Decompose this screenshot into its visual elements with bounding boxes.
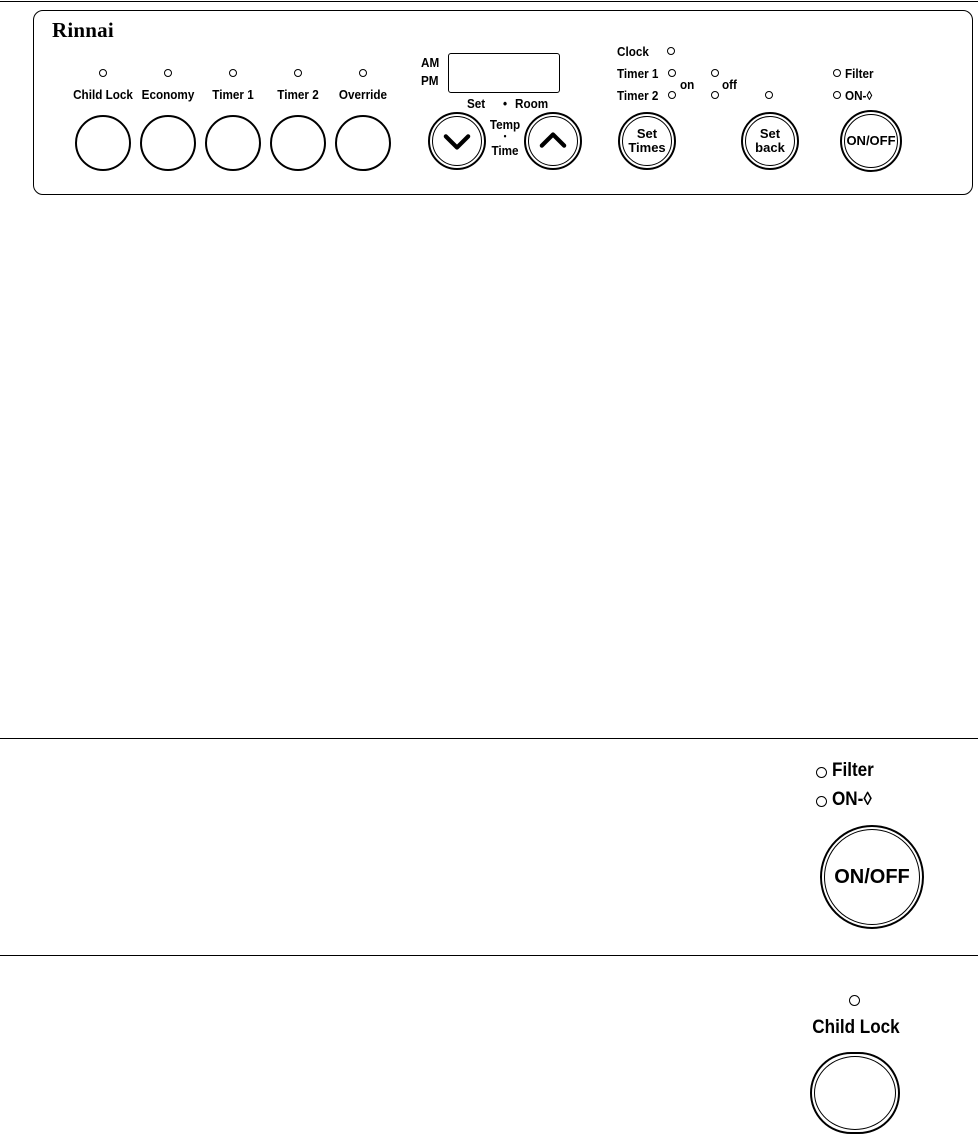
section-rule-2 xyxy=(0,955,978,956)
off-label: off xyxy=(722,77,737,92)
detail-filter-label: Filter xyxy=(832,760,874,781)
down-button[interactable] xyxy=(428,112,486,170)
up-button[interactable] xyxy=(524,112,582,170)
set-times-line2: Times xyxy=(628,140,666,155)
child-lock-button[interactable] xyxy=(75,115,131,171)
on-label: on xyxy=(680,77,695,92)
down-arrow-icon xyxy=(430,114,484,168)
override-button[interactable] xyxy=(335,115,391,171)
on-off-button[interactable] xyxy=(840,110,902,172)
on-flame-label: ON-◊ xyxy=(845,88,873,103)
filter-led-icon xyxy=(833,69,841,77)
detail-child-lock-label: Child Lock xyxy=(812,1017,900,1038)
brand-logo: Rinnai xyxy=(52,18,114,42)
temp-time-dot: • xyxy=(503,131,507,141)
detail-filter-led-icon xyxy=(816,767,827,778)
set-back-line1: Set xyxy=(759,126,781,141)
timer2-indicator-label: Timer 2 xyxy=(617,88,659,103)
pm-label: PM xyxy=(421,73,439,88)
set-back-line2: back xyxy=(755,140,785,155)
on-off-label: ON/OFF xyxy=(846,133,896,148)
override-label: Override xyxy=(338,87,388,102)
set-times-line1: Set xyxy=(636,126,658,141)
temp-label: Temp xyxy=(489,117,521,132)
detail-on-off-label: ON/OFF xyxy=(834,866,910,888)
economy-label: Economy xyxy=(141,87,195,102)
set-room-dot: • xyxy=(503,96,508,111)
timer2-off-led-icon xyxy=(711,91,719,99)
economy-button[interactable] xyxy=(140,115,196,171)
child-lock-led-icon xyxy=(99,69,107,77)
timer1-on-led-icon xyxy=(668,69,676,77)
timer2-button[interactable] xyxy=(270,115,326,171)
economy-led-icon xyxy=(164,69,172,77)
clock-label: Clock xyxy=(617,44,649,59)
timer2-label: Timer 2 xyxy=(277,87,319,102)
detail-child-lock-led-icon xyxy=(849,995,860,1006)
on-led-icon xyxy=(833,91,841,99)
am-label: AM xyxy=(421,55,440,70)
detail-on-led-icon xyxy=(816,796,827,807)
child-lock-label: Child Lock xyxy=(73,87,133,102)
timer1-indicator-label: Timer 1 xyxy=(617,66,659,81)
detail-child-lock-button[interactable] xyxy=(810,1052,900,1134)
override-led-icon xyxy=(359,69,367,77)
set-label: Set xyxy=(467,96,486,111)
timer2-led-icon xyxy=(294,69,302,77)
filter-label: Filter xyxy=(845,66,874,81)
set-back-button[interactable] xyxy=(741,112,799,170)
timer2-on-led-icon xyxy=(668,91,676,99)
timer1-label: Timer 1 xyxy=(212,87,254,102)
up-arrow-icon xyxy=(526,114,580,168)
room-label: Room xyxy=(515,96,549,111)
timer1-off-led-icon xyxy=(711,69,719,77)
digital-display xyxy=(448,53,560,93)
detail-on-flame-label: ON-◊ xyxy=(832,789,872,810)
setback-led-icon xyxy=(765,91,773,99)
section-rule-1 xyxy=(0,738,978,739)
time-label: Time xyxy=(491,143,519,158)
clock-led-icon xyxy=(667,47,675,55)
timer1-button[interactable] xyxy=(205,115,261,171)
top-rule xyxy=(0,1,978,2)
timer1-led-icon xyxy=(229,69,237,77)
set-times-button[interactable] xyxy=(618,112,676,170)
detail-on-off-button[interactable] xyxy=(820,825,924,929)
